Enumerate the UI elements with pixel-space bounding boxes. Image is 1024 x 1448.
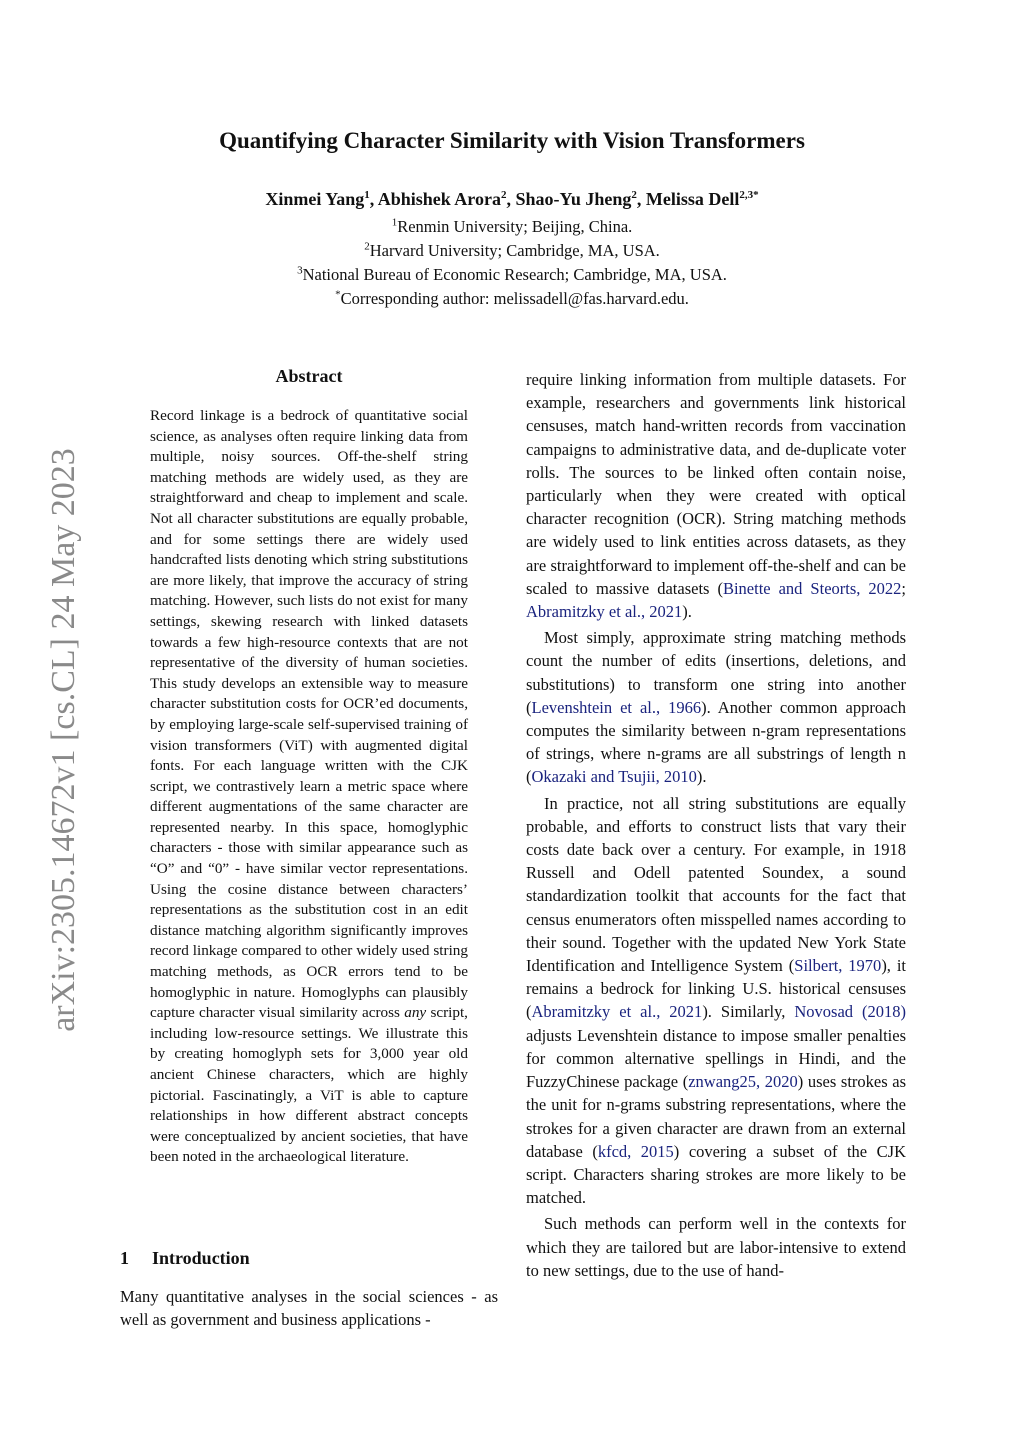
author-name: , Shao-Yu Jheng xyxy=(506,189,632,209)
citation-link[interactable]: Binette and Steorts, 2022 xyxy=(722,578,902,598)
body-text: adjusts Levenshtein distance to impose smaller penalties for common alternative spellings in Hindi, and the FuzzyChinese package ( xyxy=(526,1025,906,1092)
affiliation-line xyxy=(0,241,1024,261)
right-column-body xyxy=(526,368,906,1285)
author-affiliation-mark: 1 xyxy=(364,189,370,201)
abstract-text: Record linkage is a bedrock of quantitative social science, as analyses often require linking data from multiple, noisy sources. Off-the-shelf string matching methods are widely used, as they are straightforward and cheap to implement and scale. Not all character substitutions are equally probable, and for some settings there are widely used handcrafted lists denoting which string substitutions are more likely, that improve the accuracy of string matching. However, such lists do not exist for many settings, skewing research with linked datasets towards a few high-resource contexts that are not representative of the diversity of human societies. This study develops an extensible way to measure character substitution costs for OCR’ed documents, by employing large-scale self-supervised training of vision transformers (ViT) with augmented digital fonts. For each language written with the CJK script, we contrastively learn a metric space where different augmentations of the same character are represented nearby. In this space, homoglyphic characters - those with similar appearance such as “O” and “0” - have similar vector representations. Using the cosine distance between characters’ representations as the substitution cost in an edit distance matching algorithm significantly improves record linkage compared to other widely used string matching methods, as OCR errors tend to be homoglyphic in nature. Homoglyphs can plausibly capture character visual similarity across xyxy=(150,407,468,1022)
abstract-heading: Abstract xyxy=(275,366,343,386)
citation-link[interactable]: Abramitzky et al., 2021 xyxy=(531,1002,703,1022)
introduction-paragraph: Many quantitative analyses in the social sciences - as well as government and business applications - xyxy=(120,1287,498,1330)
abstract-body xyxy=(150,406,468,1168)
body-text: ). Another common approach computes the similarity between n-gram representations of strings, where n-grams are all substrings of length n ( xyxy=(526,697,906,787)
affiliation-mark: * xyxy=(335,288,341,301)
body-text: ) uses strokes as the unit for n-grams substring representations, where the strokes for a given character are drawn from an external database ( xyxy=(526,1072,906,1161)
affiliation-mark: 1 xyxy=(391,216,398,229)
body-paragraph xyxy=(526,626,906,788)
body-text: ). Similarly, xyxy=(702,1002,795,1022)
citation-link[interactable]: Novosad (2018) xyxy=(794,1002,906,1022)
citation-link[interactable]: Silbert, 1970 xyxy=(794,956,882,976)
citation-link[interactable]: znwang25, 2020 xyxy=(688,1072,798,1092)
affiliation-mark: 2 xyxy=(364,240,370,253)
affiliation-text: National Bureau of Economic Research; Cambridge, MA, USA. xyxy=(302,265,727,284)
body-text: ). xyxy=(696,767,707,787)
affiliation-text: Corresponding author: melissadell@fas.harvard.edu. xyxy=(340,289,689,308)
arxiv-identifier: arXiv:2305.14672v1 [cs.CL] 24 May 2023 xyxy=(45,448,82,1032)
abstract-text: script, including low-resource settings. We illustrate this by creating homoglyph sets for 3,000 year old ancient Chinese characters, which are highly pictorial. Fascinatingly, a ViT is able to capture relationships in how different abstract concepts were conceptualized by ancient societies, that have been noted in the archaeological literature. xyxy=(150,1004,468,1166)
citation-link[interactable]: Okazaki and Tsujii, 2010 xyxy=(531,767,697,787)
section-title: Introduction xyxy=(152,1248,250,1268)
body-text: ), it remains a bedrock for linking U.S. historical censuses ( xyxy=(526,956,907,1022)
body-text: require linking information from multiple datasets. For example, researchers and governments link historical censuses, match hand-written records from vaccination campaigns to administrative data, and de-duplicate voter rolls. The sources to be linked often contain noise, particularly when they were created with optical character recognition (OCR). String matching methods are widely used to link entities across datasets, as they are straightforward to implement off-the-shelf and can be scaled to massive datasets ( xyxy=(526,370,906,598)
body-text: ) covering a subset of the CJK script. Characters sharing strokes are more likely to be matched. xyxy=(526,1141,906,1208)
affiliation-mark: 3 xyxy=(297,264,303,277)
author-name: Xinmei Yang xyxy=(265,189,365,209)
author-affiliation-mark: 2,3* xyxy=(739,189,759,201)
abstract-emphasis: any xyxy=(404,1004,427,1022)
affiliation-text: Harvard University; Cambridge, MA, USA. xyxy=(369,241,660,260)
body-paragraph xyxy=(526,792,906,1210)
body-text: ). xyxy=(682,602,692,622)
author-list xyxy=(0,189,1024,210)
affiliation-line xyxy=(0,217,1024,237)
section-heading-introduction xyxy=(120,1248,250,1269)
author-name: , Abhishek Arora xyxy=(369,189,501,209)
body-paragraph: Such methods can perform well in the contexts for which they are tailored but are labor-intensive to extend to new settings, due to the use of hand- xyxy=(526,1214,906,1280)
paper-title: Quantifying Character Similarity with Vision Transformers xyxy=(219,128,805,153)
citation-link[interactable]: Levenshtein et al., 1966 xyxy=(531,697,702,717)
author-affiliation-mark: 2 xyxy=(631,189,637,201)
citation-link[interactable]: kfcd, 2015 xyxy=(597,1141,674,1161)
body-paragraph xyxy=(526,368,906,623)
citation-link[interactable]: Abramitzky et al., 2021 xyxy=(526,602,683,622)
author-name: , Melissa Dell xyxy=(636,189,740,209)
corresponding-author-line xyxy=(0,289,1024,309)
section-number: 1 xyxy=(120,1248,129,1268)
body-text: In practice, not all string substitutions are equally probable, and efforts to construct lists that vary their costs date back over a century. For example, in 1918 Russell and Odell patented Soundex, a sound standardization toolkit that accounts for the fact that census enumerators often misspelled names according to their sound. Together with the updated New York State Identification and Intelligence System ( xyxy=(526,793,906,976)
body-text: Most simply, approximate string matching methods count the number of edits (insertions, deletions, and substitutions) to transform one string into another ( xyxy=(526,628,906,717)
abstract-paragraph xyxy=(150,406,468,1168)
affiliation-line xyxy=(0,265,1024,285)
author-affiliation-mark: 2 xyxy=(500,189,507,201)
body-text: ; xyxy=(901,578,906,598)
introduction-body xyxy=(120,1285,498,1331)
affiliation-text: Renmin University; Beijing, China. xyxy=(397,217,633,236)
